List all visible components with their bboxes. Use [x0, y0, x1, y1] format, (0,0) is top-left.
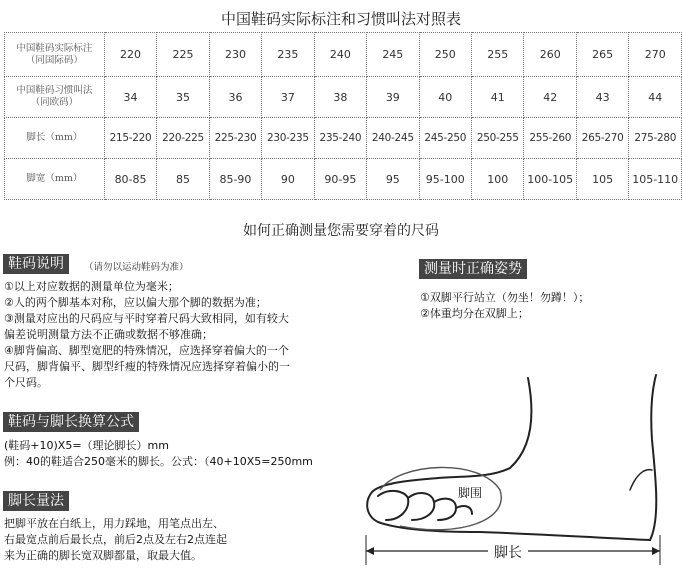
girth-label: 脚围: [458, 486, 483, 500]
table-cell: 240: [314, 33, 366, 77]
row-header-line: 脚宽（mm）: [26, 173, 83, 184]
table-cell: 90: [262, 159, 314, 200]
posture-list: [420, 290, 589, 322]
table-row: [5, 33, 682, 77]
table-cell: 220: [104, 33, 156, 77]
posture-heading-text: 测量时正确姿势: [424, 261, 522, 277]
table-cell: 275-280: [629, 118, 682, 159]
table-cell: 95-100: [419, 159, 471, 200]
size-note-line: ④脚背偏高、脚型宽肥的特殊情况，应选择穿着偏大的一个: [4, 344, 289, 357]
formula-line: (鞋码+10)X5=（理论脚长）mm: [4, 439, 169, 452]
table-cell: 230-235: [262, 118, 314, 159]
measure-heading-text: 脚长量法: [8, 493, 64, 509]
formula-list: [4, 438, 313, 470]
size-note-list: [4, 279, 290, 391]
table-cell: 85-90: [209, 159, 261, 200]
table-cell: 230: [209, 33, 261, 77]
row-header: [5, 118, 105, 159]
length-label: 脚长: [494, 545, 522, 561]
size-note-heading-text: 鞋码说明: [8, 256, 64, 272]
table-cell: 39: [367, 77, 419, 118]
table-cell: 36: [209, 77, 261, 118]
row-header: [5, 159, 105, 200]
table-cell: 100-105: [524, 159, 577, 200]
length-arrow-right: [652, 547, 660, 555]
table-cell: 34: [104, 77, 156, 118]
table-cell: 260: [524, 33, 577, 77]
table-cell: 235: [262, 33, 314, 77]
posture-heading: [419, 259, 527, 279]
row-header: [5, 77, 105, 118]
measure-line: 把脚平放在白纸上，用力踩地，用笔点出左、: [4, 517, 224, 530]
row-header-line: （同国际码）: [25, 54, 83, 66]
table-cell: 90-95: [314, 159, 366, 200]
measure-list: [4, 516, 227, 564]
table-row: [5, 118, 682, 159]
table-cell: 35: [157, 77, 209, 118]
measure-line: 右最宽点前后最长点，前后2点及左右2点连起: [4, 533, 227, 546]
table-cell: 215-220: [104, 118, 156, 159]
table-cell: 44: [629, 77, 682, 118]
table-cell: 37: [262, 77, 314, 118]
table-row: [5, 77, 682, 118]
measure-subtitle: 如何正确测量您需要穿着的尺码: [243, 223, 439, 239]
table-cell: 38: [314, 77, 366, 118]
size-note-line: ③测量对应出的尺码应与平时穿着尺码大致相同，如有较大: [4, 312, 289, 325]
table-cell: 240-245: [367, 118, 419, 159]
table-cell: 265: [576, 33, 628, 77]
foot-diagram: [360, 370, 680, 580]
table-cell: 255-260: [524, 118, 577, 159]
size-note-hint: （请勿以运动鞋码为准）: [84, 262, 189, 273]
table-cell: 80-85: [104, 159, 156, 200]
table-cell: 43: [576, 77, 628, 118]
table-cell: 100: [472, 159, 524, 200]
measure-heading: [3, 491, 69, 511]
row-header-line: 中国鞋码实际标注: [16, 42, 93, 54]
table-cell: 105: [576, 159, 628, 200]
table-cell: 41: [472, 77, 524, 118]
table-cell: 235-240: [314, 118, 366, 159]
table-cell: 245: [367, 33, 419, 77]
table-cell: 225-230: [209, 118, 261, 159]
page-title: 中国鞋码实际标注和习惯叫法对照表: [220, 10, 461, 28]
formula-heading: [3, 412, 139, 432]
table-cell: 220-225: [157, 118, 209, 159]
posture-line: ①双脚平行站立（勿坐！勿蹲！）；: [420, 291, 590, 304]
formula-heading-text: 鞋码与脚长换算公式: [8, 414, 134, 430]
size-table: [4, 32, 682, 200]
row-header-line: 脚长（mm）: [26, 132, 83, 143]
posture-line: ②体重均分在双脚上；: [420, 307, 529, 320]
table-cell: 245-250: [419, 118, 471, 159]
size-note-heading: [3, 254, 69, 274]
table-row: [5, 159, 682, 200]
table-cell: 250: [419, 33, 471, 77]
table-cell: 255: [472, 33, 524, 77]
length-arrow-left: [366, 547, 374, 555]
table-cell: 250-255: [472, 118, 524, 159]
row-header-line: （同欧码）: [30, 97, 79, 108]
size-note-line: ②人的两个脚基本对称，应以偏大那个脚的数据为准；: [4, 296, 267, 309]
size-note-line: 个尺码。: [4, 376, 48, 389]
table-cell: 95: [367, 159, 419, 200]
table-cell: 40: [419, 77, 471, 118]
foot-outline: [367, 375, 656, 540]
table-cell: 225: [157, 33, 209, 77]
table-cell: 265-270: [576, 118, 628, 159]
table-cell: 270: [629, 33, 682, 77]
measure-line: 来为正确的脚长宽双脚都量，取最大值。: [4, 549, 202, 562]
size-note-line: 尺码，脚背偏平、脚型纤瘦的特殊情况应选择穿着偏小的一: [4, 360, 290, 373]
table-cell: 105-110: [629, 159, 682, 200]
table-cell: 85: [157, 159, 209, 200]
size-note-line: ①以上对应数据的测量单位为毫米；: [4, 280, 179, 293]
size-note-line: 偏差说明测量方法不正确或数据不够准确；: [4, 328, 213, 341]
formula-line: 例：40的鞋适合250毫米的脚长。公式：（40+10X5=250mm: [4, 455, 313, 468]
row-header-line: 中国鞋码习惯叫法: [16, 85, 93, 96]
table-cell: 42: [524, 77, 577, 118]
row-header: [5, 33, 105, 77]
